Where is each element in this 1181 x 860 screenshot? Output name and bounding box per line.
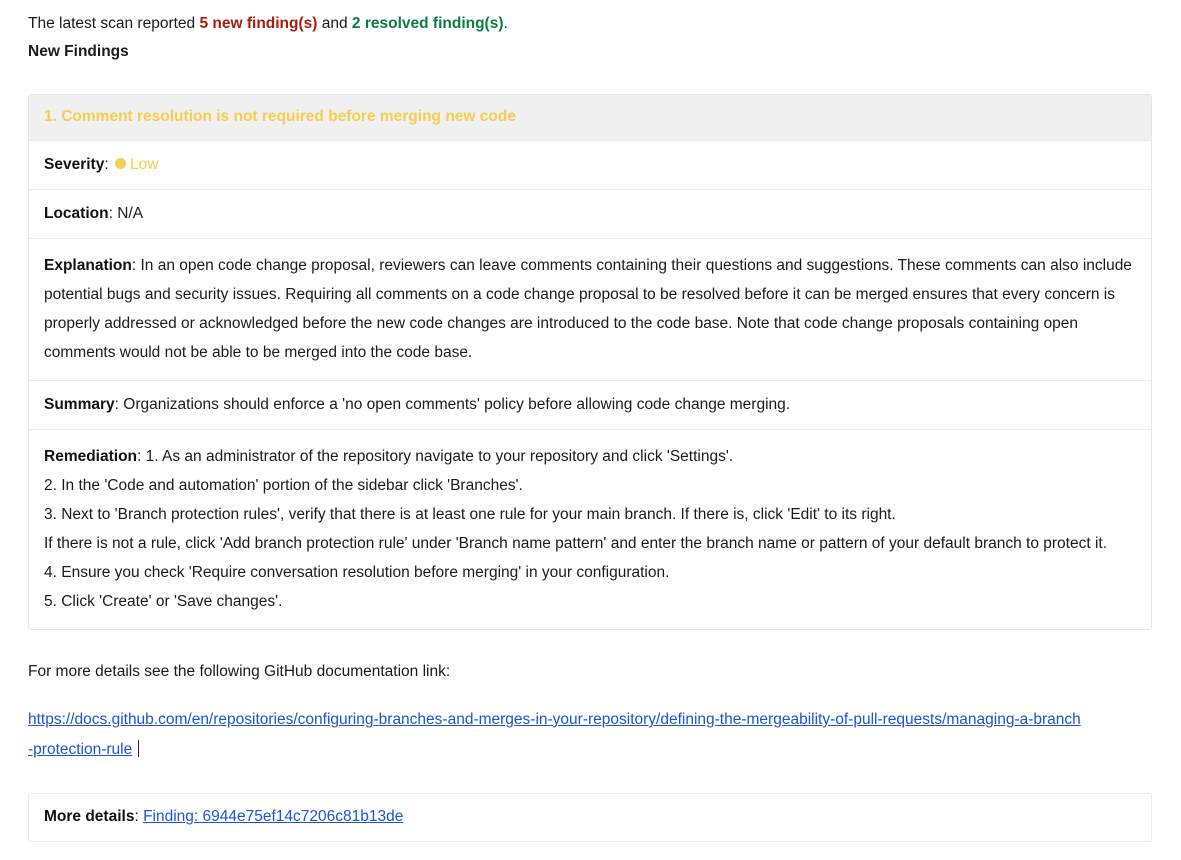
finding-location-row <box>29 190 1151 239</box>
new-findings-count: 5 new finding(s) <box>199 15 318 32</box>
text-cursor-caret <box>138 740 139 757</box>
location-separator: : <box>108 205 118 222</box>
summary-value: Organizations should enforce a 'no open comments' policy before allowing code change merging. <box>123 396 791 413</box>
documentation-intro-text: For more details see the following GitHub documentation link: <box>28 663 451 680</box>
resolved-findings-count: 2 resolved finding(s) <box>351 15 504 32</box>
github-documentation-link[interactable]: https://docs.github.com/en/repositories/configuring-branches-and-merges-in-your-repository/defining-the-mergeability-of-pull-requests/managing-a-branch-protection-rule <box>28 711 1081 758</box>
explanation-separator: : <box>131 257 141 274</box>
scan-summary-middle: and <box>317 15 352 32</box>
remediation-step-2: 2. In the 'Code and automation' portion of the sidebar click 'Branches'. <box>44 477 523 494</box>
remediation-step-3-note: If there is not a rule, click 'Add branch protection rule' under 'Branch name pattern' and enter the branch name or pattern of your default branch to protect it. <box>44 535 1107 552</box>
location-value: N/A <box>117 205 144 222</box>
more-details-label: More details <box>44 808 135 825</box>
finding-explanation-row <box>29 239 1151 381</box>
finding-summary-row <box>29 381 1151 430</box>
summary-separator: : <box>114 396 124 413</box>
scan-summary-suffix: . <box>503 15 508 32</box>
location-label: Location <box>44 205 109 222</box>
scan-summary-prefix: The latest scan reported <box>28 15 200 32</box>
severity-separator: : <box>104 156 113 173</box>
finding-title-bar <box>29 95 1151 141</box>
new-findings-heading: New Findings <box>28 43 129 60</box>
finding-detail-link[interactable]: Finding: 6944e75ef14c7206c81b13de <box>143 808 404 825</box>
severity-label: Severity <box>44 156 105 173</box>
remediation-step-3: 3. Next to 'Branch protection rules', verify that there is at least one rule for your main branch. If there is, click 'Edit' to its right. <box>44 506 896 523</box>
severity-value: Low <box>129 156 159 173</box>
explanation-value: In an open code change proposal, reviewers can leave comments containing their questions and suggestions. These comments can also include potential bugs and security issues. Requiring all comments on a code change proposal to be resolved before it can be merged ensures that every concern is properly addressed or acknowledged before the new code changes are introduced to the code base. Note that code change proposals containing open comments would not be able to be merged into the code base. <box>44 257 1132 361</box>
more-details-separator: : <box>134 808 144 825</box>
finding-title: 1. Comment resolution is not required before merging new code <box>44 108 516 125</box>
finding-remediation-row <box>29 430 1151 629</box>
remediation-step-5: 5. Click 'Create' or 'Save changes'. <box>44 593 283 610</box>
remediation-separator: : <box>137 448 146 465</box>
finding-severity-row <box>29 141 1151 190</box>
more-details-card <box>28 793 1152 842</box>
documentation-link-wrapper <box>28 705 1083 765</box>
remediation-label: Remediation <box>44 448 138 465</box>
explanation-label: Explanation <box>44 257 132 274</box>
severity-dot-icon <box>115 158 126 169</box>
finding-card <box>28 94 1152 630</box>
remediation-step-1: 1. As an administrator of the repository navigate to your repository and click 'Settings'. <box>145 448 734 465</box>
scan-summary-line <box>28 12 1153 36</box>
remediation-step-4: 4. Ensure you check 'Require conversation resolution before merging' in your configuration. <box>44 564 670 581</box>
summary-label: Summary <box>44 396 115 413</box>
